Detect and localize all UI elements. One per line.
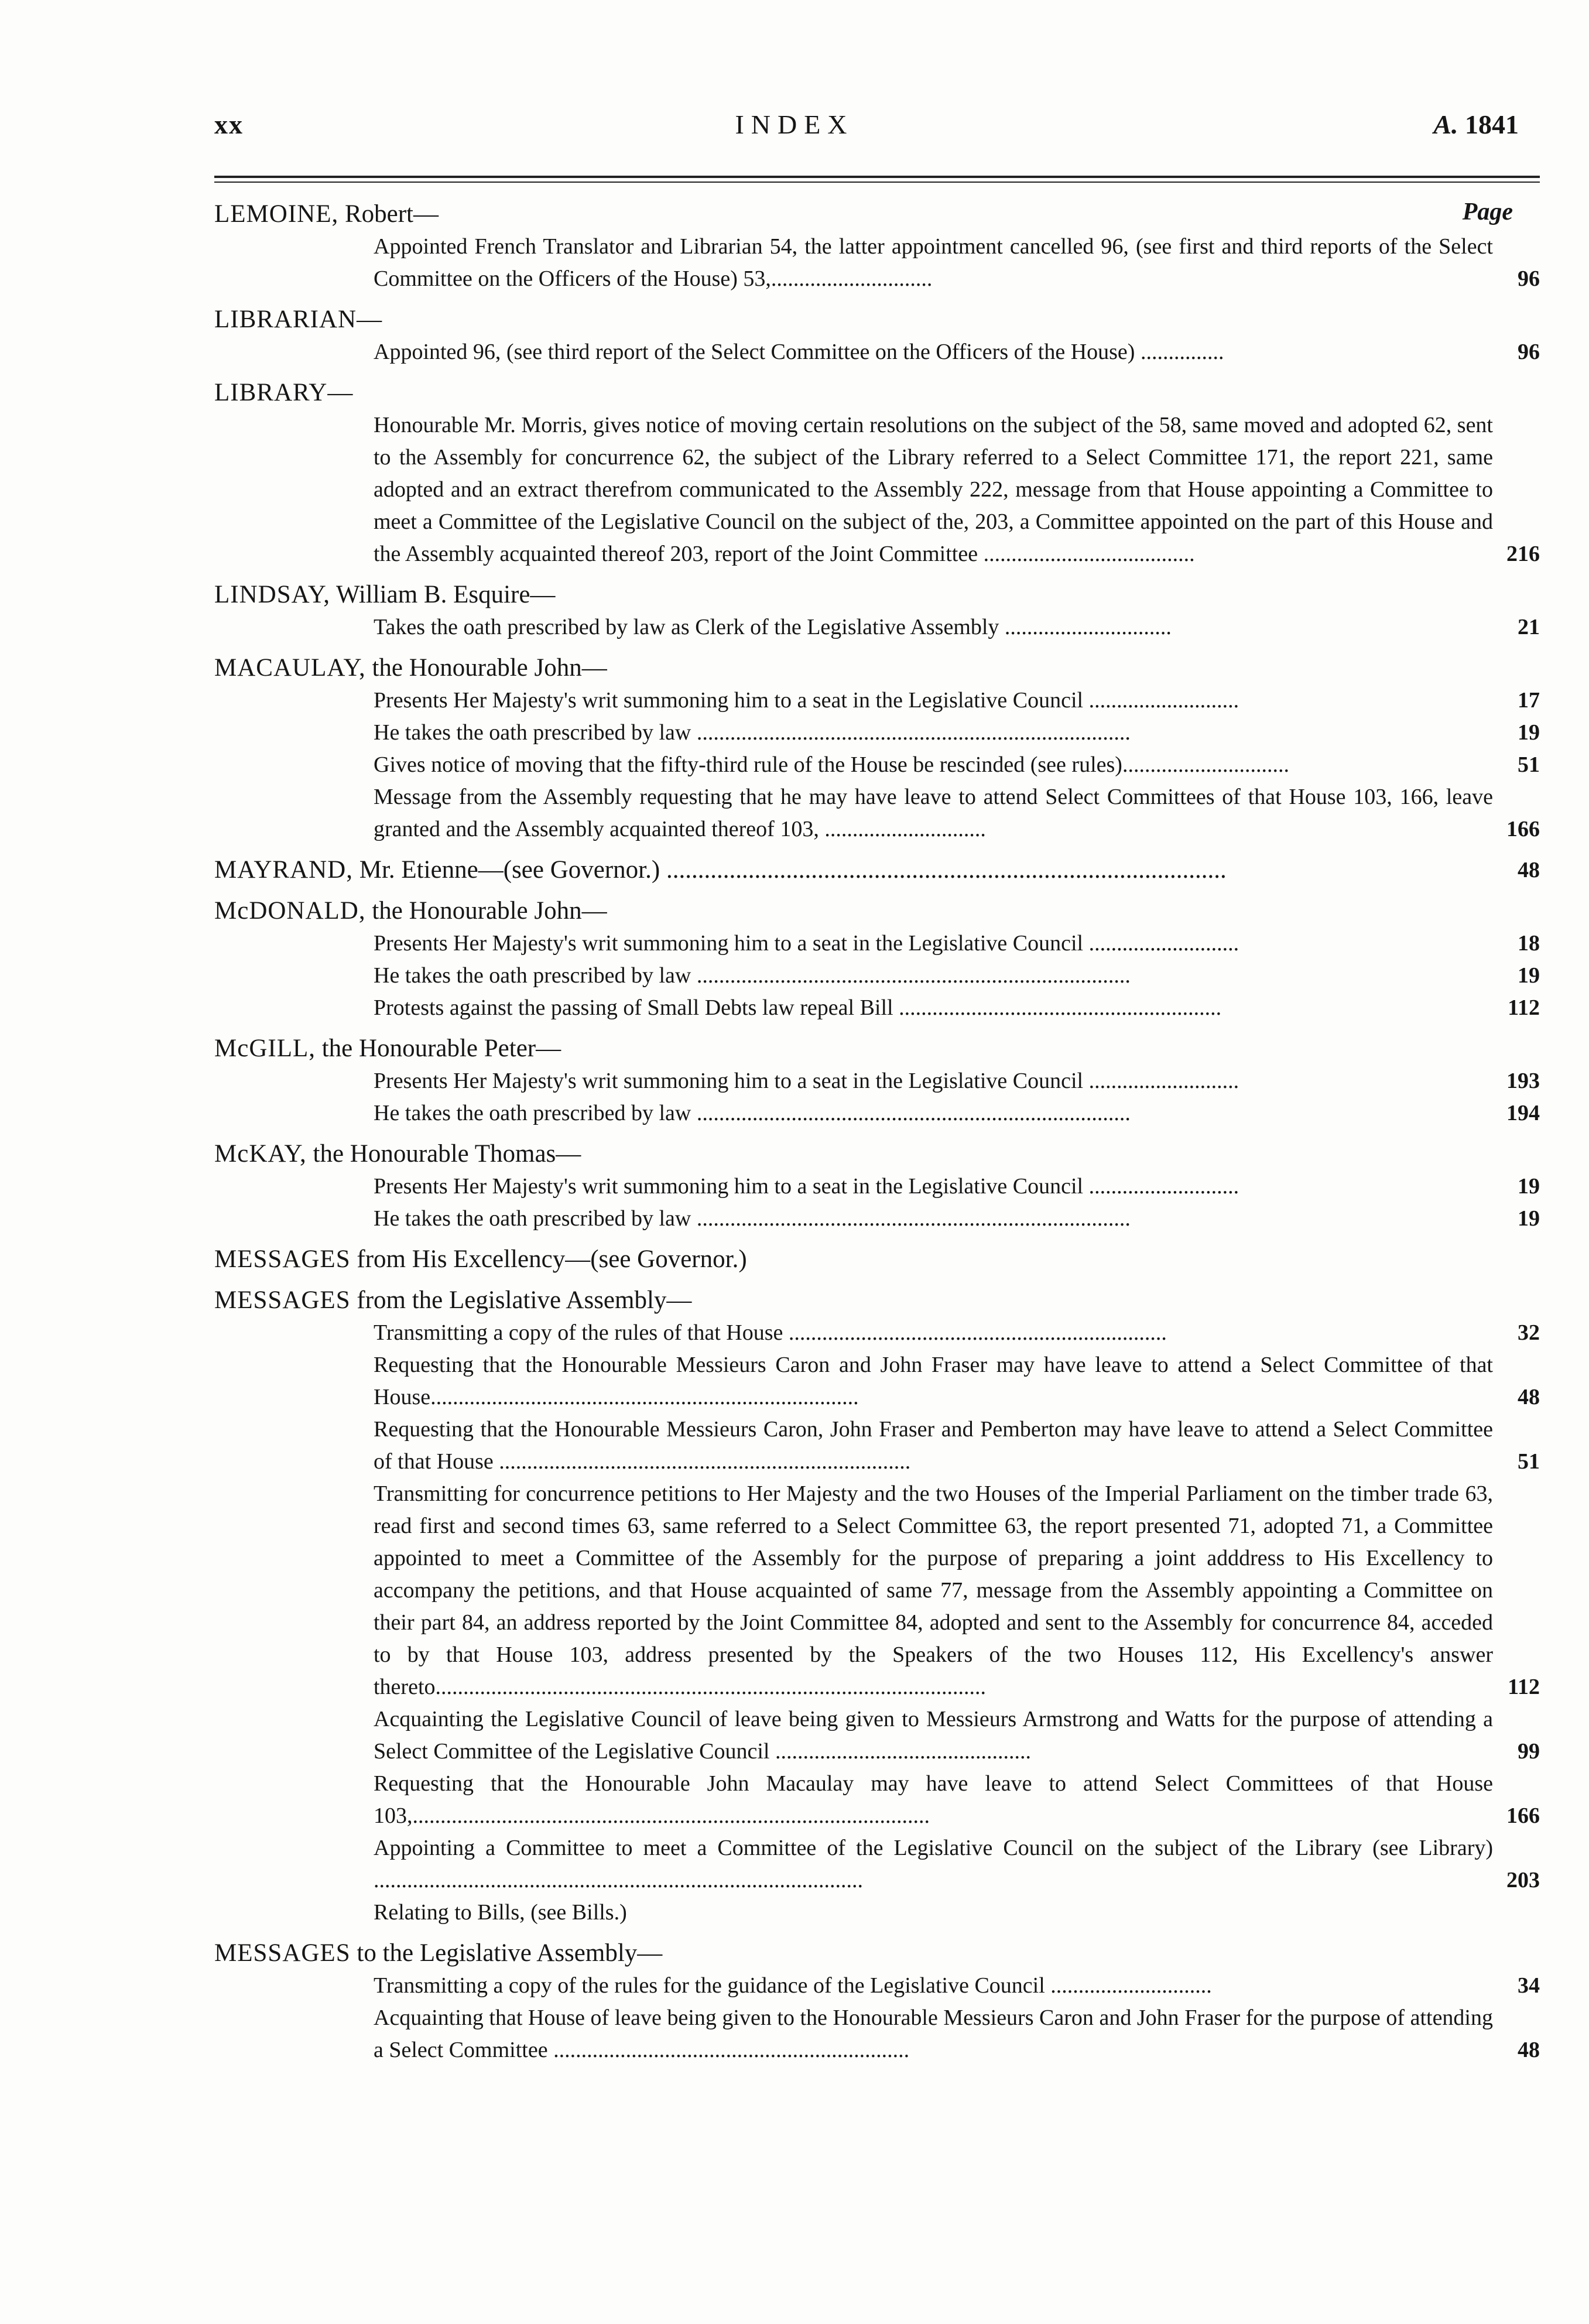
subentry [214,611,1540,644]
entry-name: MESSAGES [214,1286,351,1314]
subentry-text: Transmitting a copy of the rules for the guidance of the Legislative Council ............................. [374,1973,1212,1998]
subentry [214,1703,1540,1768]
subentry [214,717,1540,749]
subentry-text: He takes the oath prescribed by law .............................................................................. [374,1206,1131,1231]
entry-name: MACAULAY, [214,654,366,682]
subentry [214,1349,1540,1413]
subentry [214,1097,1540,1130]
subentry-text: Acquainting the Legislative Council of leave being given to Messieurs Armstrong and Watts for the purpose of attending a Select Committee of the Legislative Council .............................................. [374,1707,1493,1764]
page-reference: 112 [1508,995,1540,1020]
subentry-text: Honourable Mr. Morris, gives notice of moving certain resolutions on the subject of the 58, same moved and adopted 62, sent to the Assembly for concurrence 62, the subject of the Library referred to a Select Committee 171, the report 221, same adopted and an extract therefrom communicated to the Assembly 222, message from that House appointing a Committee to meet a Committee of the Legislative Council on the subject of the, 203, a Committee appointed on the part of this House and the Assembly acquainted thereof 203, report of the Joint Committee ...................................... [374,413,1493,566]
header-rule-thick [214,176,1540,178]
subentry-text: Appointed 96, (see third report of the Select Committee on the Officers of the House) ............... [374,340,1224,364]
entry-qualifier: Mr. Etienne—(see Governor.) ......................................................................................... [352,856,1227,884]
page-reference: 18 [1518,931,1540,956]
entry-heading [214,1032,1540,1065]
subentry-text: Takes the oath prescribed by law as Clerk of the Legislative Assembly .............................. [374,615,1172,639]
subentry-text: Appointing a Committee to meet a Committee of the Legislative Council on the subject of the Library (see Library) ........................................................................................ [374,1836,1493,1892]
page-reference: 216 [1506,542,1540,566]
year-value: 1841 [1465,109,1519,139]
entry-heading [214,854,1540,887]
page-number-roman: xx [214,109,244,139]
entry-qualifier: to the Legislative Assembly— [350,1939,663,1967]
year-prefix: A. [1433,109,1458,139]
subentry [214,749,1540,781]
index-entries [214,198,1540,2075]
subentry [214,1897,1540,1929]
entry-qualifier: William B. Esquire— [330,581,556,608]
entry-name: LIBRARY— [214,379,354,406]
entry-qualifier: the Honourable John— [365,654,607,682]
subentry [214,2002,1540,2066]
entry-heading [214,895,1540,927]
subentry-text: Presents Her Majesty's writ summoning him to a seat in the Legislative Council ........................... [374,931,1239,956]
subentry [214,1203,1540,1235]
subentry-text: Protests against the passing of Small Debts law repeal Bill .......................................................... [374,995,1222,1020]
subentry [214,1065,1540,1097]
page-reference: 193 [1506,1069,1540,1093]
index-entry [214,1243,1540,1276]
index-entry [214,303,1540,368]
page-reference: 48 [1518,858,1540,882]
subentry-text: Transmitting a copy of the rules of that House .................................................................... [374,1320,1167,1345]
subentry-text: Transmitting for concurrence petitions to Her Majesty and the two Houses of the Imperial Parliament on the timber trade 63, read first and second times 63, same referred to a Select Committee 63, the report presented 71, adopted 71, a Committee appointed to meet a Committee of the Assembly for the purpose of preparing a joint adddress to His Excellency to accompany the petitions, and that House acquainted of same 77, message from the Assembly appointing a Committee on their part 84, an address reported by the Joint Committee 84, adopted and sent to the Assembly for concurrence 84, acceded to by that House 103, address presented by the Speakers of the two Houses 112, His Excellency's answer thereto................................................................................................... [374,1481,1493,1699]
page-reference: 19 [1518,720,1540,745]
page-reference: 34 [1518,1973,1540,1998]
entry-qualifier: the Honourable Thomas— [306,1140,581,1168]
page-reference: 48 [1518,2038,1540,2062]
page-title: INDEX [735,109,854,139]
index-entry [214,1937,1540,2066]
entry-heading [214,1138,1540,1170]
entry-name: McDONALD, [214,897,366,925]
subentry-text: Presents Her Majesty's writ summoning him to a seat in the Legislative Council ........................... [374,1174,1239,1199]
entry-qualifier: from the Legislative Assembly— [350,1286,692,1314]
page-reference: 112 [1508,1675,1540,1699]
subentry-text: Requesting that the Honourable John Macaulay may have leave to attend Select Committees of that House 103,............................................................................................. [374,1771,1493,1828]
entry-heading [214,1284,1540,1317]
year-label [1433,109,1519,140]
subentry-text: Acquainting that House of leave being given to the Honourable Messieurs Caron and John Fraser for the purpose of attending a Select Committee ................................................................ [374,2005,1493,2062]
index-entry [214,377,1540,570]
entry-name: MAYRAND, [214,856,353,884]
entry-qualifier: the Honourable Peter— [315,1035,561,1062]
subentry [214,231,1540,295]
subentry [214,960,1540,992]
page-reference: 17 [1518,688,1540,713]
entry-heading [214,652,1540,684]
subentry [214,781,1540,846]
subentry [214,1317,1540,1349]
page-reference: 21 [1518,615,1540,639]
subentry-text: Gives notice of moving that the fifty-third rule of the House be rescinded (see rules).............................. [374,752,1289,777]
page-reference: 51 [1518,1449,1540,1474]
entry-name: LINDSAY, [214,581,330,608]
subentry [214,1768,1540,1832]
page-column-label: Page [1462,198,1513,225]
subentry [214,1478,1540,1703]
index-entry [214,198,1540,295]
header-rule-thin [214,182,1540,183]
subentry [214,1970,1540,2002]
subentry-text: Presents Her Majesty's writ summoning him to a seat in the Legislative Council ........................... [374,688,1239,713]
page-reference: 166 [1506,817,1540,841]
entry-name: LEMOINE, [214,200,339,228]
subentry [214,927,1540,960]
subentry-text: Appointed French Translator and Librarian 54, the latter appointment cancelled 96, (see first and third reports of the Select Committee on the Officers of the House) 53,............................. [374,234,1493,291]
subentry [214,1832,1540,1897]
entry-name: McKAY, [214,1140,307,1168]
page-reference: 19 [1518,1206,1540,1231]
page-reference: 203 [1506,1868,1540,1892]
entry-heading [214,1937,1540,1970]
subentry [214,1413,1540,1478]
page-reference: 96 [1518,340,1540,364]
page-reference: 48 [1518,1385,1540,1409]
subentry-text: Relating to Bills, (see Bills.) [374,1900,627,1925]
entry-name: LIBRARIAN— [214,306,383,333]
subentry-text: He takes the oath prescribed by law .............................................................................. [374,963,1131,988]
subentry [214,992,1540,1024]
index-entry [214,854,1540,887]
index-entry [214,1284,1540,1929]
entry-name: MESSAGES [214,1939,351,1967]
entry-heading [214,1243,1540,1276]
entry-heading [214,198,1540,231]
subentry-text: Requesting that the Honourable Messieurs Caron, John Fraser and Pemberton may have leave to attend a Select Committee of that House .......................................................................... [374,1417,1493,1474]
subentry-text: He takes the oath prescribed by law .............................................................................. [374,720,1131,745]
page-reference: 51 [1518,752,1540,777]
page-reference: 194 [1506,1101,1540,1125]
entry-heading [214,579,1540,611]
page-reference: 166 [1506,1803,1540,1828]
subentry-text: Message from the Assembly requesting that he may have leave to attend Select Committees of that House 103, 166, leave granted and the Assembly acquainted thereof 103, ............................. [374,785,1493,841]
subentry-text: He takes the oath prescribed by law .............................................................................. [374,1101,1131,1125]
subentry-text: Requesting that the Honourable Messieurs Caron and John Fraser may have leave to attend a Select Committee of that House............................................................................. [374,1353,1493,1409]
index-entry [214,895,1540,1024]
subentry [214,409,1540,570]
entry-heading [214,303,1540,336]
subentry [214,1170,1540,1203]
subentry [214,336,1540,368]
page-reference: 19 [1518,1174,1540,1199]
entry-qualifier: the Honourable John— [365,897,607,925]
subentry-text: Presents Her Majesty's writ summoning him to a seat in the Legislative Council ........................... [374,1069,1239,1093]
page-reference: 19 [1518,963,1540,988]
entry-name: MESSAGES [214,1245,351,1273]
page-reference: 96 [1518,266,1540,291]
index-entry [214,579,1540,644]
page-reference: 32 [1518,1320,1540,1345]
entry-qualifier: Robert— [338,200,439,228]
index-entry [214,1138,1540,1235]
subentry [214,684,1540,717]
entry-name: McGILL, [214,1035,316,1062]
entry-qualifier: from His Excellency—(see Governor.) [350,1245,747,1273]
index-entry [214,1032,1540,1130]
index-entry [214,652,1540,846]
entry-heading [214,377,1540,409]
page-reference: 99 [1518,1739,1540,1764]
